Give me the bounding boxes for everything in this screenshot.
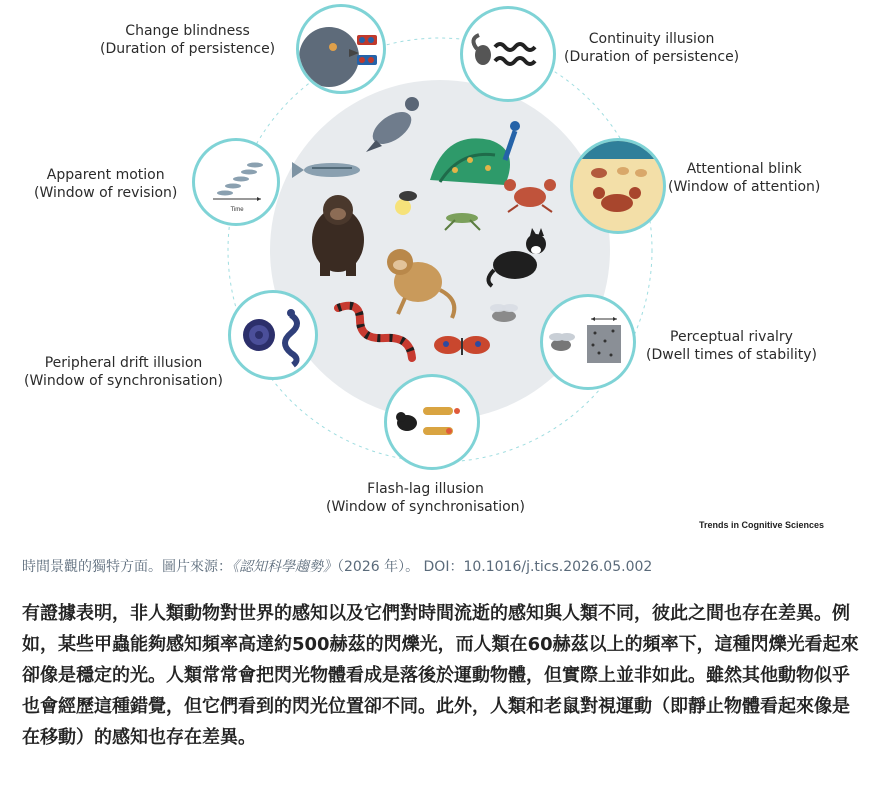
caption-suffix: （2026 年）。 DOI：10.1016/j.tics.2026.05.002 (337, 559, 653, 575)
butterfly-illustration (434, 336, 490, 355)
continuity-illusion-subtitle: (Duration of persistence) (564, 49, 740, 65)
continuity-illusion-circle (460, 6, 556, 102)
flash-lag-circle (384, 374, 480, 470)
attentional-blink-label (668, 160, 820, 196)
attentional-blink-circle (570, 138, 666, 234)
peripheral-drift-circle (228, 290, 318, 380)
figure-caption (22, 556, 652, 576)
change-blindness-label (100, 22, 275, 58)
flash-lag-label (326, 480, 525, 516)
apparent-motion-subtitle: (Window of revision) (34, 185, 178, 201)
change-blindness-title: Change blindness (125, 23, 250, 39)
change-blindness-subtitle: (Duration of persistence) (100, 41, 276, 57)
fly-illustration (490, 304, 518, 322)
caption-prefix: 時間景觀的獨特方面。圖片來源： (22, 559, 232, 575)
continuity-illusion-title: Continuity illusion (588, 31, 715, 47)
pigeon-head-icon (299, 7, 383, 91)
crab-icon (573, 141, 663, 231)
perceptual-rivalry-circle (540, 294, 636, 390)
change-blindness-circle (296, 4, 386, 94)
perceptual-rivalry-title: Perceptual rivalry (670, 329, 793, 345)
peripheral-drift-label (24, 354, 223, 390)
peripheral-drift-subtitle: (Window of synchronisation) (24, 373, 224, 389)
caption-journal: 《認知科學趨勢》 (232, 559, 337, 575)
apparent-motion-circle (192, 138, 280, 226)
peripheral-drift-title: Peripheral drift illusion (44, 355, 203, 371)
squirrel-wave-icon (463, 9, 553, 99)
bird-flash-icon (387, 377, 477, 467)
journal-credit: Trends in Cognitive Sciences (698, 520, 824, 530)
apparent-motion-title: Apparent motion (46, 167, 165, 183)
flash-lag-subtitle: (Window of synchronisation) (326, 499, 526, 515)
attentional-blink-title: Attentional blink (686, 161, 802, 177)
perceptual-rivalry-label (646, 328, 817, 364)
continuity-illusion-label (564, 30, 739, 66)
perceptual-rivalry-subtitle: (Dwell times of stability) (646, 347, 818, 363)
time-axis-label: Time (230, 207, 244, 213)
flash-lag-title: Flash-lag illusion (367, 481, 484, 497)
drift-pattern-icon (231, 293, 315, 377)
article-paragraph: 有證據表明，非人類動物對世界的感知以及它們對時間流逝的感知與人類不同，彼此之間也存在差異。例如，某些甲蟲能夠感知頻率高達約500赫茲的閃爍光，而人類在60赫茲以上的頻率下，這種閃爍光看起來卻像是穩定的光。人類常常會把閃光物體看成是落後於運動物體，但實際上並非如此。雖然其他動物似乎也會經歷這種錯覺，但它們看到的閃光位置卻不同。此外，人類和老鼠對視運動（即靜止物體看起來像是在移動）的感知也存在差異。 (22, 603, 859, 748)
fly-rivalry-icon (543, 297, 633, 387)
attentional-blink-subtitle: (Window of attention) (668, 179, 821, 195)
fish-motion-icon (195, 141, 277, 223)
apparent-motion-label (34, 166, 177, 202)
